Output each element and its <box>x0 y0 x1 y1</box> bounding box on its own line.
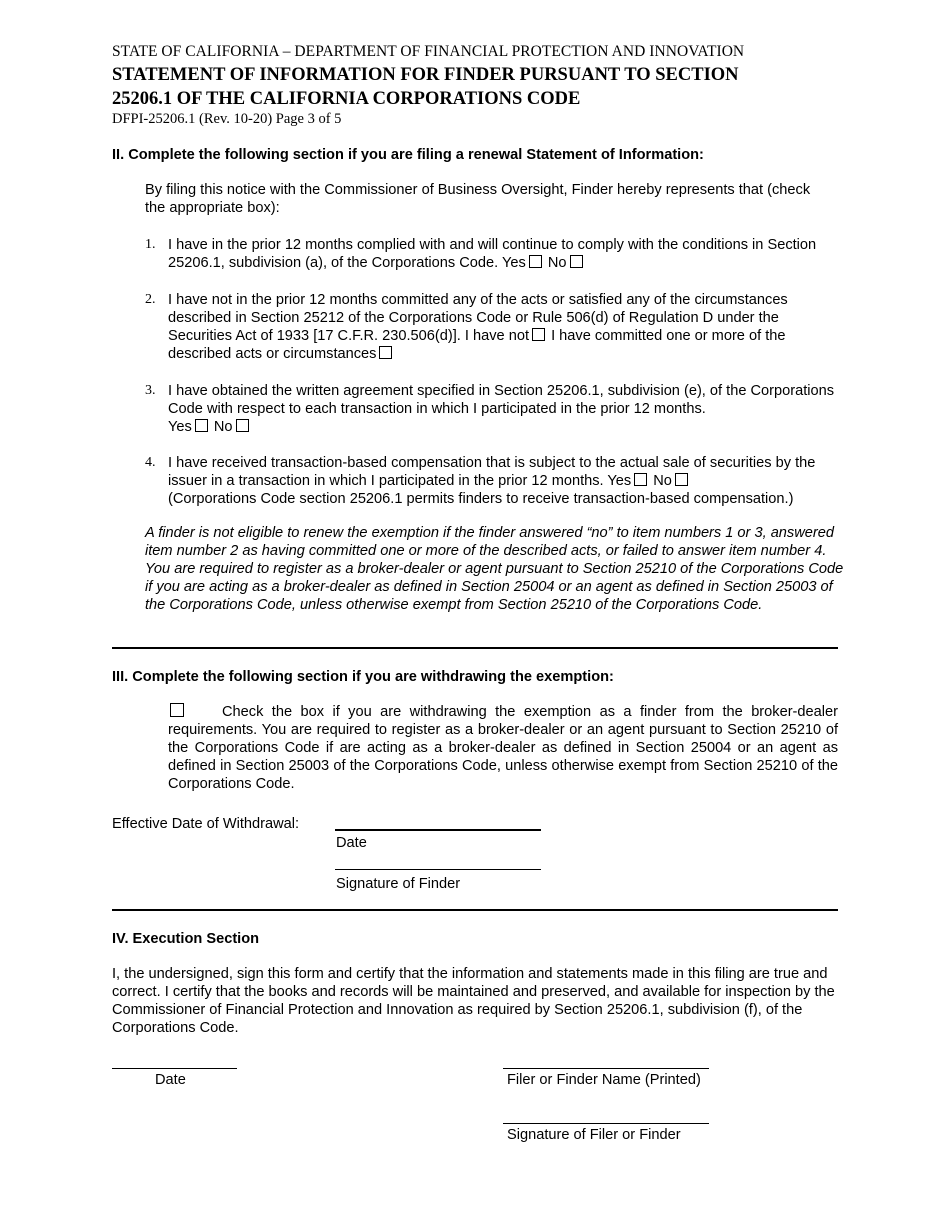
item-1-statement: I have in the prior 12 months complied with and will continue to comply with the conditions in Section 25206.1, subdivision (a), of the Corporations Code. Yes <box>168 237 817 271</box>
withdrawal-statement <box>168 703 838 793</box>
form-number: DFPI-25206.1 (Rev. 10-20) Page 3 of 5 <box>112 111 342 127</box>
finder-signature-line[interactable] <box>335 869 541 870</box>
withdrawal-date-line[interactable] <box>335 829 541 831</box>
item-3-yes-checkbox[interactable] <box>195 419 208 432</box>
item-2-committed-checkbox[interactable] <box>379 346 392 359</box>
item-4-no-label: No <box>653 473 672 489</box>
item-2-have-not-checkbox[interactable] <box>532 328 545 341</box>
item-4-note: (Corporations Code section 25206.1 permits finders to receive transaction-based compensation.) <box>168 491 794 507</box>
item-2-statement: I have not in the prior 12 months committed any of the acts or satisfied any of the circumstances described in Section 25212 of the Corporations Code or Rule 506(d) of Regulation D under the Securities Act of 1933 [17 C.F.R. 230.506(d)]. I have not <box>168 292 788 344</box>
effective-date-label: Effective Date of Withdrawal: <box>112 816 300 832</box>
execution-date-caption: Date <box>155 1072 186 1088</box>
item-3-number: 3. <box>145 383 156 398</box>
item-2-text <box>168 291 845 363</box>
withdrawal-text: Check the box if you are withdrawing the exemption as a finder from the broker-dealer requirements. You are required to register as a broker-dealer or an agent pursuant to Section 25210 of the Corporations Code if are acting as a broker-dealer as defined in Section 25004 or an agent as defined in Section 25003 of the Corporations Code, unless otherwise exempt from Section 25210 of the Corporations Code. <box>168 704 838 792</box>
item-4 <box>145 454 845 508</box>
item-2-number: 2. <box>145 292 156 307</box>
item-3-no-label: No <box>213 419 233 435</box>
filer-signature-line[interactable] <box>503 1123 709 1124</box>
section-divider <box>112 647 838 649</box>
item-3-no-checkbox[interactable] <box>236 419 249 432</box>
item-2 <box>145 291 845 363</box>
withdrawal-date-caption: Date <box>336 835 367 851</box>
item-2-statement-2: I have committed one or more of the described acts or circumstances <box>168 328 786 362</box>
certification-text: I, the undersigned, sign this form and certify that the information and statements made in this filing are true and correct. I certify that the books and records will be maintained and preserved, and available for inspection by the Commissioner of Financial Protection and Innovation as required by Section 25206.1, subdivision (f), of the Corporations Code. <box>112 966 835 1036</box>
item-1-number: 1. <box>145 237 156 252</box>
item-3-text <box>168 382 845 436</box>
section-4-heading: IV. Execution Section <box>112 931 260 947</box>
filer-signature-caption: Signature of Filer or Finder <box>507 1127 681 1143</box>
item-4-statement: I have received transaction-based compensation that is subject to the actual sale of securities by the issuer in a transaction in which I participated in the prior 12 months. Yes <box>168 455 816 489</box>
finder-signature-caption: Signature of Finder <box>336 876 461 892</box>
item-1 <box>145 236 845 272</box>
section-3-heading: III. Complete the following section if you are withdrawing the exemption: <box>112 669 614 685</box>
item-3 <box>145 382 845 436</box>
section-2-heading: II. Complete the following section if you are filing a renewal Statement of Information: <box>112 147 704 163</box>
renewal-eligibility-note: A finder is not eligible to renew the exemption if the finder answered “no” to item numbers 1 or 3, answered item number 2 as having committed one or more of the described acts, or failed to answer item number 4. You are required to register as a broker-dealer or agent pursuant to Section 25210 of the Corporations Code if you are acting as a broker-dealer as defined in Section 25004 or an agent as defined in Section 25003 of the Corporations Code, unless otherwise exempt from Section 25210 of the Corporations Code. <box>145 525 844 613</box>
printed-name-caption: Filer or Finder Name (Printed) <box>507 1072 701 1088</box>
item-1-text <box>168 236 845 272</box>
execution-date-line[interactable] <box>112 1068 237 1069</box>
item-3-yes-label: Yes <box>168 419 192 435</box>
agency-name: STATE OF CALIFORNIA – DEPARTMENT OF FINANCIAL PROTECTION AND INNOVATION <box>112 43 745 60</box>
item-1-no-label: No <box>547 255 567 271</box>
printed-name-line[interactable] <box>503 1068 709 1069</box>
item-1-yes-checkbox[interactable] <box>529 255 542 268</box>
form-title: STATEMENT OF INFORMATION FOR FINDER PURSUANT TO SECTION 25206.1 OF THE CALIFORNIA CORPORATIONS CODE <box>112 65 739 109</box>
item-4-yes-checkbox[interactable] <box>634 473 647 486</box>
item-4-number: 4. <box>145 455 156 470</box>
section-divider <box>112 909 838 911</box>
section-2-intro: By filing this notice with the Commissioner of Business Oversight, Finder hereby represents that (check the appropriate box): <box>145 182 811 216</box>
item-4-text <box>168 454 845 508</box>
item-1-no-checkbox[interactable] <box>570 255 583 268</box>
item-3-statement: I have obtained the written agreement specified in Section 25206.1, subdivision (e), of the Corporations Code with respect to each transaction in which I participated in the prior 12 months. <box>168 383 835 417</box>
withdrawal-checkbox[interactable] <box>170 703 184 717</box>
item-4-no-checkbox[interactable] <box>675 473 688 486</box>
